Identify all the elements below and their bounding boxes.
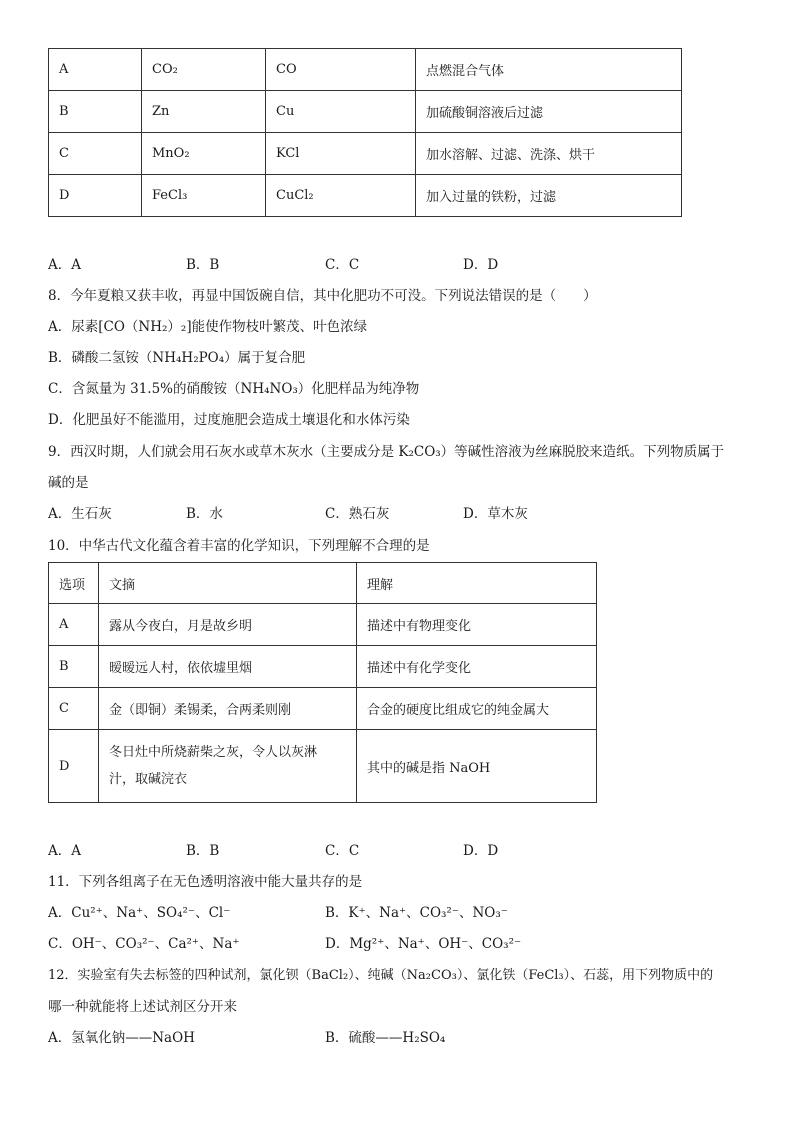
option-d[interactable]: D．D: [463, 843, 499, 859]
table-row: [49, 49, 682, 91]
q8-option-a[interactable]: A．尿素[CO（NH₂）₂]能使作物枝叶繁茂、叶色浓绿: [48, 319, 368, 335]
option-cell: A: [49, 49, 142, 91]
table-cell: 加硫酸铜溶液后过滤: [416, 91, 682, 133]
table-cell: Zn: [142, 91, 266, 133]
option-cell: D: [49, 730, 99, 803]
option-b[interactable]: B．K⁺、Na⁺、CO₃²⁻、NO₃⁻: [325, 905, 508, 921]
q7-table: [48, 48, 682, 217]
option-cell: D: [49, 175, 142, 217]
table-cell: CO₂: [142, 49, 266, 91]
option-cell: B: [49, 91, 142, 133]
option-b[interactable]: B．B: [186, 843, 220, 859]
header-cell: 选项: [49, 563, 99, 604]
text-cell: 暧暧远人村，依依墟里烟: [99, 646, 357, 688]
option-b[interactable]: B．B: [186, 257, 220, 273]
option-c[interactable]: C．OH⁻、CO₃²⁻、Ca²⁺、Na⁺: [48, 936, 240, 952]
q11-stem: 11．下列各组离子在无色透明溶液中能大量共存的是: [48, 874, 363, 890]
option-c[interactable]: C．C: [325, 257, 360, 273]
option-cell: C: [49, 688, 99, 730]
table-cell: FeCl₃: [142, 175, 266, 217]
table-row: [49, 175, 682, 217]
option-c[interactable]: C．C: [325, 843, 360, 859]
option-b[interactable]: B．水: [186, 506, 223, 522]
q8-option-c[interactable]: C．含氮量为 31.5%的硝酸铵（NH₄NO₃）化肥样品为纯净物: [48, 381, 420, 397]
option-a[interactable]: A．A: [48, 257, 81, 273]
option-a[interactable]: A．生石灰: [48, 506, 112, 522]
header-cell: 理解: [357, 563, 597, 604]
q8-option-b[interactable]: B．磷酸二氢铵（NH₄H₂PO₄）属于复合肥: [48, 350, 306, 366]
table-cell: 加水溶解、过滤、洗涤、烘干: [416, 133, 682, 175]
q8-stem: 8．今年夏粮又获丰收，再显中国饭碗自信，其中化肥功不可没。下列说法错误的是（ ）: [48, 288, 597, 304]
q10-table: [48, 562, 597, 803]
header-cell: 文摘: [99, 563, 357, 604]
table-row: [49, 646, 597, 688]
q9-stem-line2: 碱的是: [48, 475, 89, 491]
q12-stem-line1: 12．实验室有失去标签的四种试剂，氯化钡（BaCl₂）、纯碱（Na₂CO₃）、氯化铁（FeCl₃）、石蕊，用下列物质中的: [48, 968, 714, 983]
table-header-row: [49, 563, 597, 604]
text-line: 汁，取碱浣衣: [109, 772, 188, 787]
table-cell: CuCl₂: [266, 175, 416, 217]
q9-stem-line1: 9．西汉时期，人们就会用石灰水或草木灰水（主要成分是 K₂CO₃）等碱性溶液为丝麻脱胶来造纸。下列物质属于: [48, 444, 725, 460]
table-cell: Cu: [266, 91, 416, 133]
table-cell: CO: [266, 49, 416, 91]
note-cell: 描述中有物理变化: [357, 604, 597, 646]
table-cell: KCl: [266, 133, 416, 175]
note-cell: 其中的碱是指 NaOH: [357, 730, 597, 803]
q12-stem-line2: 哪一种就能将上述试剂区分开来: [48, 999, 237, 1015]
table-cell: MnO₂: [142, 133, 266, 175]
table-cell: 加入过量的铁粉，过滤: [416, 175, 682, 217]
option-cell: C: [49, 133, 142, 175]
table-cell: 点燃混合气体: [416, 49, 682, 91]
text-line: 冬日灶中所烧薪柴之灰，令人以灰淋: [109, 745, 318, 760]
table-row: [49, 133, 682, 175]
table-row: [49, 91, 682, 133]
text-cell: [99, 730, 357, 803]
text-cell: 露从今夜白，月是故乡明: [99, 604, 357, 646]
option-a[interactable]: A．Cu²⁺、Na⁺、SO₄²⁻、Cl⁻: [48, 905, 231, 921]
option-d[interactable]: D．D: [463, 257, 499, 273]
q10-stem: 10．中华古代文化蕴含着丰富的化学知识，下列理解不合理的是: [48, 538, 430, 554]
option-d[interactable]: D．Mg²⁺、Na⁺、OH⁻、CO₃²⁻: [325, 936, 522, 952]
option-d[interactable]: D．草木灰: [463, 506, 528, 522]
table-row: [49, 604, 597, 646]
option-a[interactable]: A．氢氧化钠——NaOH: [48, 1030, 195, 1046]
option-a[interactable]: A．A: [48, 843, 81, 859]
option-cell: B: [49, 646, 99, 688]
table-row: [49, 688, 597, 730]
option-c[interactable]: C．熟石灰: [325, 506, 390, 522]
option-b[interactable]: B．硫酸——H₂SO₄: [325, 1030, 446, 1046]
table-row: [49, 730, 597, 803]
q8-option-d[interactable]: D．化肥虽好不能滥用，过度施肥会造成土壤退化和水体污染: [48, 412, 410, 428]
text-cell: 金（即铜）柔锡柔，合两柔则刚: [99, 688, 357, 730]
note-cell: 描述中有化学变化: [357, 646, 597, 688]
option-cell: A: [49, 604, 99, 646]
note-cell: 合金的硬度比组成它的纯金属大: [357, 688, 597, 730]
